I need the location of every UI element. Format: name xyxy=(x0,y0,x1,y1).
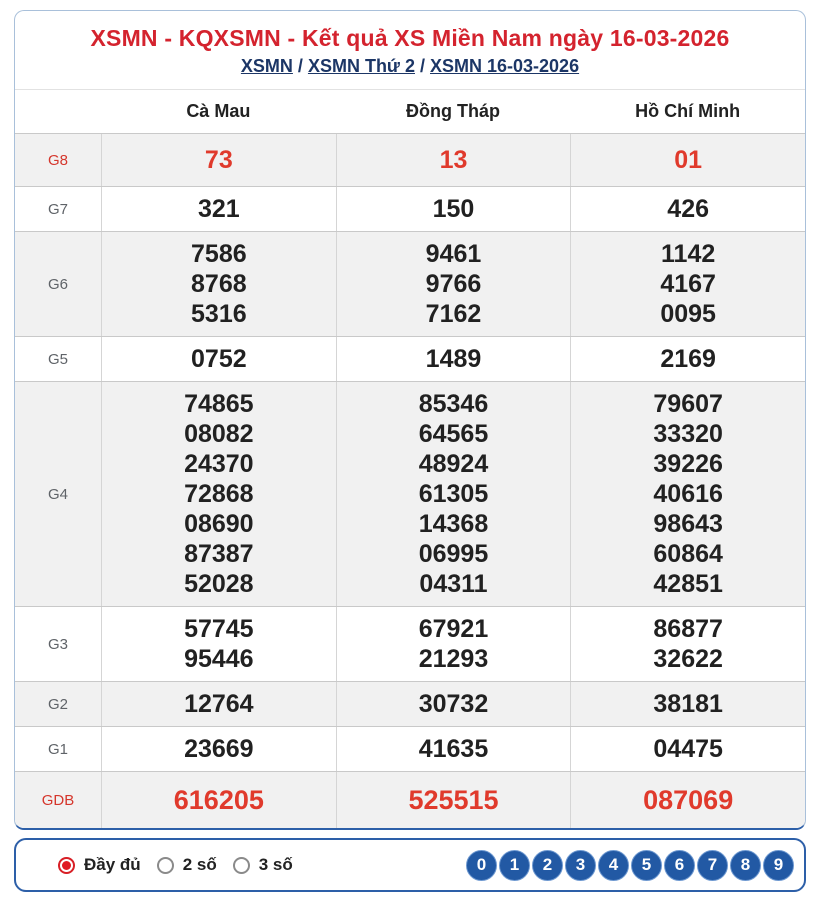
prize-value: 12764 xyxy=(184,690,254,718)
prize-cell xyxy=(336,607,571,681)
digit-filter-group xyxy=(466,850,794,881)
prize-value: 14368 xyxy=(418,510,489,538)
prize-value: 1142 xyxy=(661,240,716,268)
prize-value: 150 xyxy=(432,195,475,223)
radio-dot-icon xyxy=(62,861,71,870)
digit-button-2[interactable]: 2 xyxy=(532,850,563,881)
prize-value: 9461 xyxy=(425,240,482,268)
radio-option-3-so[interactable] xyxy=(233,855,293,875)
prize-value: 64565 xyxy=(418,420,489,448)
prize-row-g5 xyxy=(15,336,805,381)
radio-label: Đầy đủ xyxy=(84,855,141,874)
digit-button-9[interactable]: 9 xyxy=(763,850,794,881)
prize-label: G3 xyxy=(47,635,68,653)
prize-value: 86877 xyxy=(653,615,723,643)
prize-row-g1 xyxy=(15,726,805,771)
prize-value: 04311 xyxy=(419,570,488,598)
prize-label: GDB xyxy=(41,791,75,809)
prize-value: 38181 xyxy=(653,690,723,718)
display-mode-radio-group xyxy=(58,855,293,875)
digit-button-5[interactable]: 5 xyxy=(631,850,662,881)
prize-value: 0095 xyxy=(660,300,716,328)
prize-cell xyxy=(336,134,571,186)
prize-cell xyxy=(101,134,336,186)
radio-label: 3 số xyxy=(258,855,293,874)
prize-value: 21293 xyxy=(418,645,489,673)
prize-row-g7 xyxy=(15,186,805,231)
breadcrumb xyxy=(15,56,805,89)
prize-label: G4 xyxy=(47,485,68,503)
prize-cell xyxy=(336,382,571,606)
prize-value: 87387 xyxy=(184,540,254,568)
prize-label: G6 xyxy=(47,275,68,293)
prize-cell xyxy=(570,607,805,681)
breadcrumb-separator: / xyxy=(419,56,425,76)
prize-value: 1489 xyxy=(425,345,482,373)
prize-value: 74865 xyxy=(184,390,254,418)
prize-row-gdb xyxy=(15,771,805,828)
prize-value: 2169 xyxy=(660,345,716,373)
prize-value: 30732 xyxy=(418,690,489,718)
digit-button-0[interactable]: 0 xyxy=(466,850,497,881)
radio-option-day-du[interactable] xyxy=(58,855,141,875)
prize-value: 01 xyxy=(674,146,703,174)
prize-value: 95446 xyxy=(184,645,254,673)
prize-value: 23669 xyxy=(184,735,254,763)
prize-cell xyxy=(101,382,336,606)
prize-value: 52028 xyxy=(184,570,254,598)
prize-cell xyxy=(570,187,805,231)
prize-cell xyxy=(336,682,571,726)
column-header-dong-thap: Đồng Tháp xyxy=(406,101,500,121)
prize-row-g8 xyxy=(15,133,805,186)
prize-cell xyxy=(570,337,805,381)
results-card xyxy=(14,10,806,830)
prize-value: 48924 xyxy=(418,450,489,478)
radio-circle-icon[interactable] xyxy=(157,857,174,874)
prize-value: 087069 xyxy=(643,785,734,815)
prize-value: 08082 xyxy=(184,420,254,448)
prize-cell xyxy=(101,607,336,681)
prize-value: 06995 xyxy=(418,540,489,568)
prize-cell xyxy=(101,337,336,381)
prize-cell xyxy=(570,134,805,186)
digit-button-3[interactable]: 3 xyxy=(565,850,596,881)
breadcrumb-separator: / xyxy=(297,56,303,76)
prize-value: 9766 xyxy=(425,270,482,298)
prize-value: 61305 xyxy=(418,480,489,508)
prize-value: 39226 xyxy=(653,450,723,478)
radio-option-2-so[interactable] xyxy=(157,855,217,875)
prize-row-g2 xyxy=(15,681,805,726)
page-title: XSMN - KQXSMN - Kết quả XS Miền Nam ngày 16-03-2026 xyxy=(90,25,730,51)
breadcrumb-link-xsmn-date[interactable]: XSMN 16-03-2026 xyxy=(430,56,580,76)
prize-value: 32622 xyxy=(653,645,723,673)
prize-cell xyxy=(101,682,336,726)
prize-value: 67921 xyxy=(418,615,489,643)
prize-value: 08690 xyxy=(184,510,254,538)
prize-value: 426 xyxy=(667,195,710,223)
prize-value: 42851 xyxy=(653,570,723,598)
prize-table-body xyxy=(15,133,805,828)
prize-value: 525515 xyxy=(408,785,499,815)
prize-value: 04475 xyxy=(653,735,723,763)
prize-cell xyxy=(570,772,805,828)
prize-label: G5 xyxy=(47,350,68,368)
prize-value: 24370 xyxy=(184,450,254,478)
digit-button-7[interactable]: 7 xyxy=(697,850,728,881)
prize-value: 8768 xyxy=(191,270,247,298)
prize-value: 98643 xyxy=(653,510,723,538)
prize-value: 79607 xyxy=(653,390,723,418)
prize-value: 0752 xyxy=(191,345,247,373)
prize-cell xyxy=(101,232,336,336)
column-header-ca-mau: Cà Mau xyxy=(186,101,251,121)
prize-value: 72868 xyxy=(184,480,254,508)
radio-label: 2 số xyxy=(182,855,217,874)
column-header-ho-chi-minh: Hồ Chí Minh xyxy=(635,101,741,121)
prize-cell xyxy=(570,727,805,771)
prize-cell xyxy=(570,232,805,336)
digit-button-6[interactable]: 6 xyxy=(664,850,695,881)
prize-cell xyxy=(336,337,571,381)
prize-value: 73 xyxy=(204,146,233,174)
radio-dot-icon xyxy=(161,861,170,870)
prize-cell xyxy=(570,682,805,726)
radio-dot-icon xyxy=(237,861,246,870)
prize-cell xyxy=(336,232,571,336)
digit-button-4[interactable]: 4 xyxy=(598,850,629,881)
radio-circle-icon[interactable] xyxy=(233,857,250,874)
prize-value: 60864 xyxy=(653,540,723,568)
prize-value: 616205 xyxy=(173,785,264,815)
prize-value: 40616 xyxy=(653,480,723,508)
prize-cell xyxy=(101,187,336,231)
prize-value: 321 xyxy=(197,195,240,223)
prize-cell xyxy=(101,727,336,771)
prize-row-g4 xyxy=(15,381,805,606)
prize-label: G2 xyxy=(47,695,68,713)
prize-value: 85346 xyxy=(418,390,489,418)
prize-cell xyxy=(336,772,571,828)
prize-label: G1 xyxy=(47,740,68,758)
prize-value: 5316 xyxy=(191,300,247,328)
prize-value: 13 xyxy=(439,146,468,174)
prize-row-g3 xyxy=(15,606,805,681)
prize-label: G8 xyxy=(47,151,68,169)
radio-circle-icon[interactable] xyxy=(58,857,75,874)
digit-button-1[interactable]: 1 xyxy=(499,850,530,881)
prize-value: 57745 xyxy=(184,615,254,643)
prize-value: 4167 xyxy=(660,270,716,298)
prize-value: 7162 xyxy=(425,300,482,328)
prize-value: 41635 xyxy=(418,735,489,763)
prize-cell xyxy=(570,382,805,606)
prize-label: G7 xyxy=(47,200,68,218)
filter-bar xyxy=(14,838,806,892)
prize-cell xyxy=(336,187,571,231)
prize-value: 33320 xyxy=(653,420,723,448)
prize-value: 7586 xyxy=(191,240,247,268)
column-header-row xyxy=(15,90,805,133)
breadcrumb-link-xsmn[interactable]: XSMN xyxy=(240,56,293,76)
prize-cell xyxy=(336,727,571,771)
digit-button-8[interactable]: 8 xyxy=(730,850,761,881)
prize-row-g6 xyxy=(15,231,805,336)
prize-cell xyxy=(101,772,336,828)
breadcrumb-link-xsmn-thu-2[interactable]: XSMN Thứ 2 xyxy=(307,56,415,76)
